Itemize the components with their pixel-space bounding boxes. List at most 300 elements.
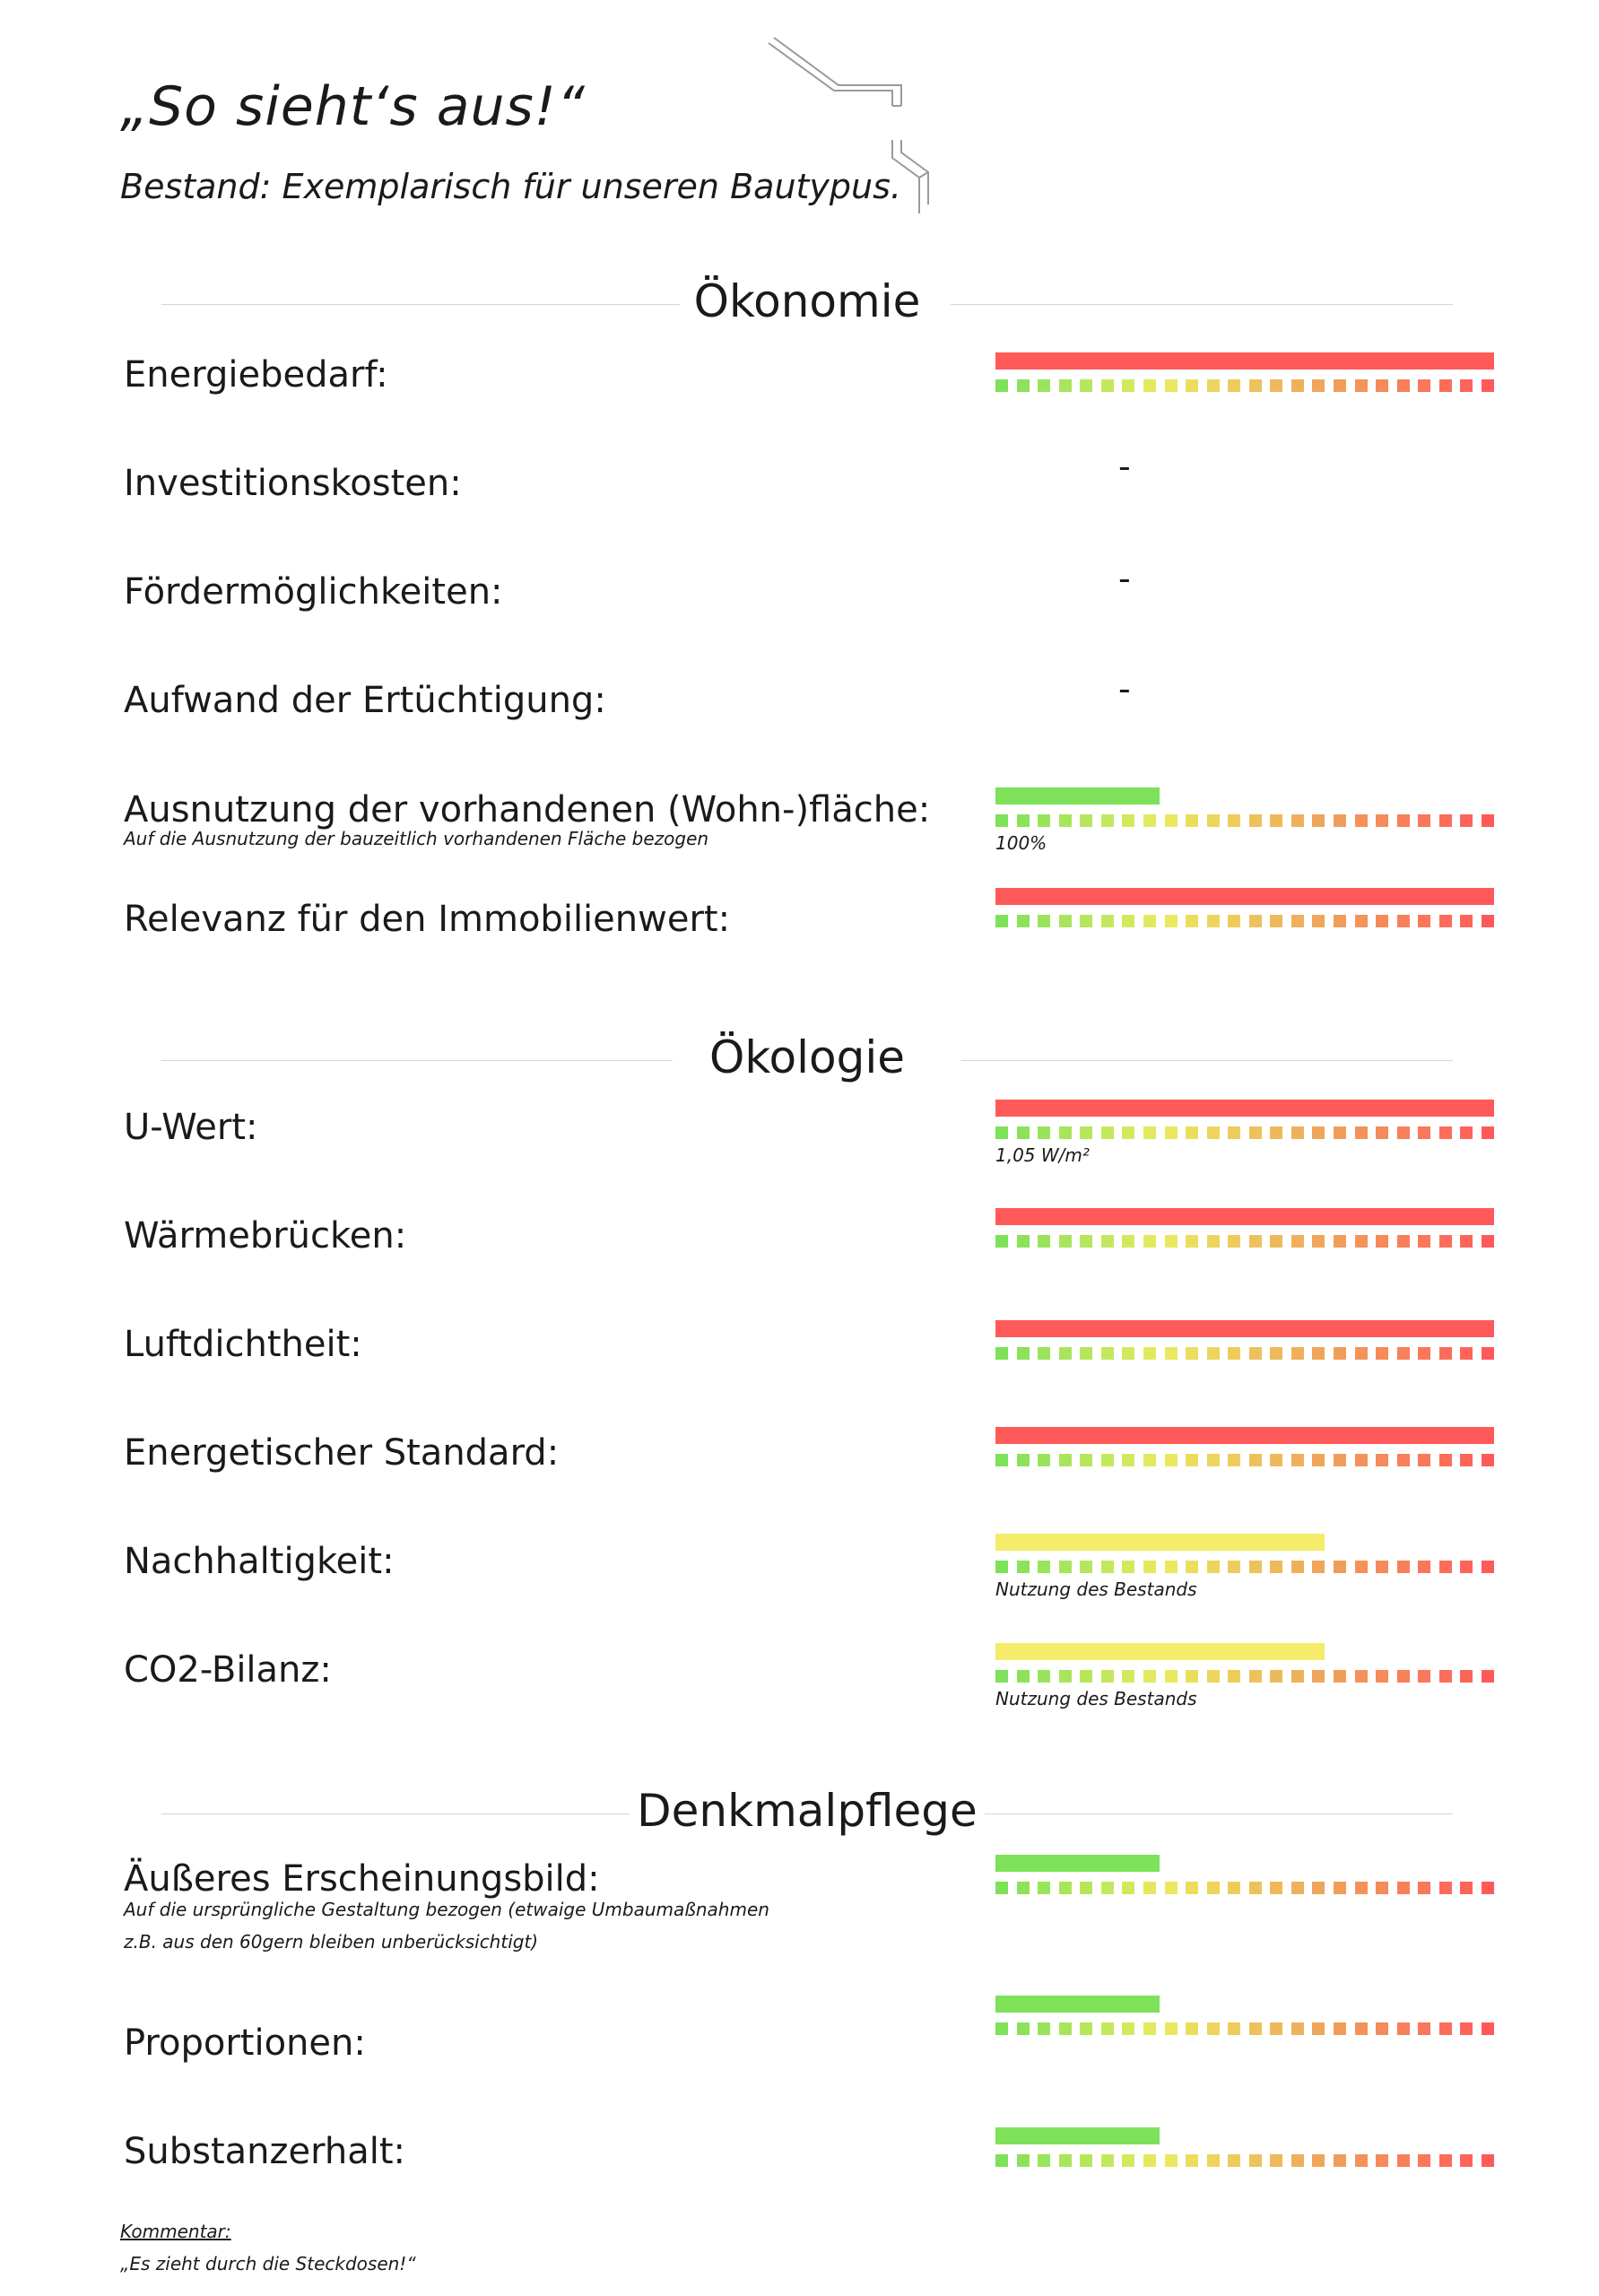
scale-segment [1101,915,1114,927]
scale-segment [1439,2154,1452,2167]
scale-segment [1439,379,1452,392]
rating-fill [995,888,1494,905]
scale-segment [1418,915,1430,927]
row-label: Investitionskosten: [124,463,462,504]
scale-segment [1186,915,1198,927]
scale-segment [1334,2154,1346,2167]
rating-scale [995,2154,1494,2167]
scale-segment [1355,1347,1368,1360]
scale-segment [1397,1670,1410,1683]
scale-segment [1080,814,1092,827]
scale-segment [995,1454,1008,1466]
scale-segment [1482,1235,1494,1248]
scale-segment [1038,1347,1050,1360]
scale-segment [1334,1235,1346,1248]
scale-segment [1165,1561,1178,1573]
scale-segment [1059,1126,1072,1139]
scale-segment [1482,1126,1494,1139]
page-title: „So sieht‘s aus!“ [120,75,586,138]
scale-segment [1376,1235,1388,1248]
rating-scale [995,1126,1494,1139]
scale-segment [1017,1882,1030,1894]
scale-segment [1143,1454,1156,1466]
scale-segment [1080,1347,1092,1360]
scale-segment [1165,379,1178,392]
scale-segment [1397,1454,1410,1466]
scale-segment [1228,1882,1240,1894]
scale-segment [1207,915,1220,927]
scale-segment [1038,1670,1050,1683]
scale-segment [1165,814,1178,827]
scale-segment [1355,1126,1368,1139]
rating-fill [995,1320,1494,1337]
section-title: Denkmalpflege [637,1785,978,1837]
scale-segment [1143,814,1156,827]
scale-segment [995,915,1008,927]
scale-segment [1460,1561,1473,1573]
meter-caption: Nutzung des Bestands [995,1578,1197,1600]
scale-segment [1059,1235,1072,1248]
scale-segment [1080,1454,1092,1466]
scale-segment [1397,1126,1410,1139]
row-label: Relevanz für den Immobilienwert: [124,899,731,940]
row-label: Aufwand der Ertüchtigung: [124,680,606,721]
scale-segment [1101,814,1114,827]
row-label: Proportionen: [124,2022,366,2064]
scale-segment [1080,379,1092,392]
row-waermebruecken [124,1213,1505,1303]
scale-segment [1291,1882,1304,1894]
scale-segment [1291,1347,1304,1360]
scale-segment [1122,915,1134,927]
rating-fill [995,2127,1160,2144]
scale-segment [1355,1670,1368,1683]
row-substanzerhalt [124,2129,1505,2219]
scale-segment [1228,1235,1240,1248]
scale-segment [1376,2022,1388,2035]
section-title: Ökonomie [693,275,921,327]
scale-segment [1270,2022,1282,2035]
scale-segment [1355,2022,1368,2035]
scale-segment [1207,1126,1220,1139]
rating-fill [995,787,1160,804]
scale-segment [1376,1670,1388,1683]
scale-segment [1397,379,1410,392]
scale-segment [1080,1126,1092,1139]
scale-segment [1165,2022,1178,2035]
scale-segment [1482,2022,1494,2035]
scale-segment [1080,1882,1092,1894]
scale-segment [995,1235,1008,1248]
scale-segment [1439,814,1452,827]
scale-segment [1439,915,1452,927]
row-proportionen [124,2021,1505,2110]
scale-segment [995,1670,1008,1683]
scale-segment [1122,1235,1134,1248]
page-subtitle: Bestand: Exemplarisch für unseren Bautypus. [120,167,901,206]
scale-segment [1122,1454,1134,1466]
scale-segment [1334,814,1346,827]
scale-segment [1334,1882,1346,1894]
row-aufwand [124,678,1505,768]
scale-segment [1080,1670,1092,1683]
scale-segment [1059,1347,1072,1360]
scale-segment [1059,1670,1072,1683]
scale-segment [1143,1561,1156,1573]
scale-segment [1270,1561,1282,1573]
scale-segment [1482,1670,1494,1683]
scale-segment [995,1347,1008,1360]
scale-segment [1101,2022,1114,2035]
scale-segment [1418,1454,1430,1466]
scale-segment [1482,1561,1494,1573]
scale-segment [1017,1347,1030,1360]
scale-segment [1482,814,1494,827]
scale-segment [1270,1347,1282,1360]
scale-segment [1291,379,1304,392]
scale-segment [1101,1126,1114,1139]
scale-segment [1249,1454,1262,1466]
scale-segment [1355,1235,1368,1248]
row-label: CO2-Bilanz: [124,1649,332,1691]
scale-segment [1270,379,1282,392]
scale-segment [1312,2022,1325,2035]
scale-segment [1312,1454,1325,1466]
scale-segment [1397,814,1410,827]
rating-fill [995,1208,1494,1225]
scale-segment [1165,1347,1178,1360]
scale-segment [1186,1454,1198,1466]
scale-segment [1207,1235,1220,1248]
scale-segment [1038,379,1050,392]
meter-caption: 1,05 W/m² [995,1144,1090,1166]
scale-segment [1122,1347,1134,1360]
scale-segment [1038,1882,1050,1894]
scale-segment [1165,1670,1178,1683]
rating-scale [995,1670,1494,1683]
scale-segment [1397,2022,1410,2035]
scale-segment [1038,1561,1050,1573]
scale-segment [1482,379,1494,392]
scale-segment [1439,1882,1452,1894]
row-energiebedarf [124,352,1505,442]
scale-segment [1291,2154,1304,2167]
rating-fill [995,1534,1325,1551]
scale-segment [1482,1347,1494,1360]
scale-segment [1376,1561,1388,1573]
scale-segment [1186,1882,1198,1894]
scale-segment [1418,1882,1430,1894]
scale-segment [1143,1235,1156,1248]
scale-segment [1460,915,1473,927]
scale-segment [1059,814,1072,827]
scale-segment [1143,1347,1156,1360]
scale-segment [1080,1235,1092,1248]
scale-segment [1460,1454,1473,1466]
row-co2 [124,1648,1505,1737]
scale-segment [1017,2154,1030,2167]
scale-segment [1270,915,1282,927]
scale-segment [1355,2154,1368,2167]
scale-segment [1228,1670,1240,1683]
scale-segment [1482,1454,1494,1466]
comment [120,2215,416,2280]
scale-segment [1291,1454,1304,1466]
scale-segment [1186,1347,1198,1360]
scale-segment [1249,814,1262,827]
scale-segment [1376,1454,1388,1466]
scale-segment [1017,379,1030,392]
scale-segment [1017,1670,1030,1683]
scale-segment [1334,1347,1346,1360]
scale-segment [1355,915,1368,927]
scale-segment [1207,1454,1220,1466]
scale-segment [1038,1126,1050,1139]
scale-segment [1038,1235,1050,1248]
scale-segment [1165,915,1178,927]
scale-segment [1355,1882,1368,1894]
scale-segment [1207,1347,1220,1360]
scale-segment [1207,2022,1220,2035]
scale-segment [1038,915,1050,927]
scale-segment [1376,1882,1388,1894]
scale-segment [1228,1126,1240,1139]
scale-segment [1186,1235,1198,1248]
scale-segment [995,1561,1008,1573]
row-label: Luftdichtheit: [124,1324,362,1365]
scale-segment [1207,1882,1220,1894]
scale-segment [1080,2154,1092,2167]
scale-segment [1397,1561,1410,1573]
scale-segment [1418,1670,1430,1683]
scale-segment [1207,1670,1220,1683]
row-note: Auf die Ausnutzung der bauzeitlich vorhandenen Fläche bezogen [124,828,709,849]
scale-segment [1460,1235,1473,1248]
scale-segment [1355,814,1368,827]
scale-segment [1080,2022,1092,2035]
rating-scale [995,1235,1494,1248]
scale-segment [1334,2022,1346,2035]
section-oekonomie [161,272,1453,335]
scale-segment [1482,915,1494,927]
scale-segment [995,379,1008,392]
rating-scale [995,2022,1494,2035]
scale-segment [1312,814,1325,827]
scale-segment [1270,1126,1282,1139]
scale-segment [1038,814,1050,827]
row-label: Ausnutzung der vorhandenen (Wohn-)fläche: [124,789,931,831]
scale-segment [1334,379,1346,392]
scale-segment [1334,1561,1346,1573]
scale-segment [1228,2154,1240,2167]
scale-segment [1228,814,1240,827]
scale-segment [1334,1670,1346,1683]
scale-segment [1143,379,1156,392]
building-section-sketch-icon [767,34,946,222]
rating-scale [995,379,1494,392]
scale-segment [1101,1882,1114,1894]
scale-segment [1460,2154,1473,2167]
scale-segment [1249,1670,1262,1683]
scale-segment [1249,915,1262,927]
scale-segment [1186,379,1198,392]
row-label: Nachhaltigkeit: [124,1541,395,1582]
row-label: Energiebedarf: [124,354,388,396]
scale-segment [1143,1126,1156,1139]
scale-segment [1228,1454,1240,1466]
scale-segment [1270,1882,1282,1894]
section-oekologie [161,1028,1453,1091]
scale-segment [1249,1561,1262,1573]
scale-segment [1482,2154,1494,2167]
value-dash: - [1118,559,1131,598]
rating-scale [995,915,1494,927]
rating-fill [995,1855,1160,1872]
scale-segment [1186,1670,1198,1683]
scale-segment [1397,1347,1410,1360]
scale-segment [1418,1561,1430,1573]
scale-segment [1122,1561,1134,1573]
scale-segment [1334,1454,1346,1466]
scale-segment [1186,814,1198,827]
scale-segment [1270,814,1282,827]
scale-segment [995,1882,1008,1894]
meter-caption: Nutzung des Bestands [995,1688,1197,1709]
rating-fill [995,352,1494,370]
scale-segment [1355,379,1368,392]
scale-segment [1186,1561,1198,1573]
rating-fill [995,1100,1494,1117]
scale-segment [995,814,1008,827]
scale-segment [1439,1126,1452,1139]
value-dash: - [1118,669,1131,709]
scale-segment [1418,2154,1430,2167]
scale-segment [1312,379,1325,392]
row-luftdichtheit [124,1322,1505,1412]
scale-segment [1312,1561,1325,1573]
value-dash: - [1118,447,1131,486]
scale-segment [1080,915,1092,927]
scale-segment [1312,915,1325,927]
scale-segment [1207,379,1220,392]
scale-segment [1334,915,1346,927]
section-denkmalpflege [161,1781,1453,1844]
scale-segment [1460,1670,1473,1683]
scale-segment [1017,915,1030,927]
scale-segment [1122,1670,1134,1683]
scale-segment [1291,814,1304,827]
row-investitionskosten [124,461,1505,551]
scale-segment [1270,1454,1282,1466]
rating-scale [995,1347,1494,1360]
scale-segment [1418,379,1430,392]
scale-segment [995,2022,1008,2035]
scale-segment [1059,2154,1072,2167]
scale-segment [1059,915,1072,927]
scale-segment [1059,1454,1072,1466]
scale-segment [1291,915,1304,927]
row-note: Auf die ursprüngliche Gestaltung bezogen (etwaige Umbaumaßnahmen [124,1899,769,1920]
scale-segment [1418,1126,1430,1139]
scale-segment [1334,1126,1346,1139]
rating-fill [995,1643,1325,1660]
scale-segment [1249,1882,1262,1894]
scale-segment [1291,1126,1304,1139]
scale-segment [1017,814,1030,827]
scale-segment [1418,1347,1430,1360]
comment-label: Kommentar: [120,2221,231,2242]
scale-segment [1291,2022,1304,2035]
scale-segment [1460,1347,1473,1360]
scale-segment [1249,1235,1262,1248]
scale-segment [1017,1126,1030,1139]
scale-segment [1376,379,1388,392]
row-label: U-Wert: [124,1107,258,1148]
row-relevanz [124,897,1505,987]
scale-segment [1439,1235,1452,1248]
scale-segment [1460,379,1473,392]
meter-caption: 100% [995,832,1047,854]
scale-segment [1059,2022,1072,2035]
scale-segment [1080,1561,1092,1573]
scale-segment [1038,2022,1050,2035]
scale-segment [1312,1882,1325,1894]
scale-segment [1460,1882,1473,1894]
scale-segment [1059,1561,1072,1573]
scale-segment [1312,1347,1325,1360]
scale-segment [1312,1670,1325,1683]
scale-segment [1207,2154,1220,2167]
row-label: Äußeres Erscheinungsbild: [124,1858,600,1900]
comment-text: „Es zieht durch die Steckdosen!“ [120,2253,416,2274]
row-label: Wärmebrücken: [124,1215,407,1257]
scale-segment [1165,1882,1178,1894]
scale-segment [1122,2154,1134,2167]
scale-segment [1291,1670,1304,1683]
row-uwert [124,1105,1505,1195]
scale-segment [1165,1126,1178,1139]
rating-fill [995,1427,1494,1444]
scale-segment [1165,2154,1178,2167]
scale-segment [1439,1670,1452,1683]
scale-segment [1460,1126,1473,1139]
scale-segment [1439,1454,1452,1466]
rating-scale [995,1882,1494,1894]
scale-segment [1249,379,1262,392]
scale-segment [1228,2022,1240,2035]
section-title: Ökologie [709,1031,905,1083]
scale-segment [1101,1235,1114,1248]
scale-segment [1312,1126,1325,1139]
scale-segment [1312,1235,1325,1248]
scale-segment [1228,1347,1240,1360]
rating-scale [995,814,1494,827]
scale-segment [1059,1882,1072,1894]
scale-segment [1376,1126,1388,1139]
rating-scale [995,1454,1494,1466]
scale-segment [1249,1347,1262,1360]
scale-segment [1228,915,1240,927]
row-label: Energetischer Standard: [124,1432,560,1474]
scale-segment [1270,1235,1282,1248]
scale-segment [1101,1454,1114,1466]
scale-segment [1101,2154,1114,2167]
scale-segment [1439,2022,1452,2035]
scale-segment [1122,379,1134,392]
scale-segment [995,2154,1008,2167]
rating-fill [995,1996,1160,2013]
row-foerdermoeglichkeiten [124,570,1505,659]
